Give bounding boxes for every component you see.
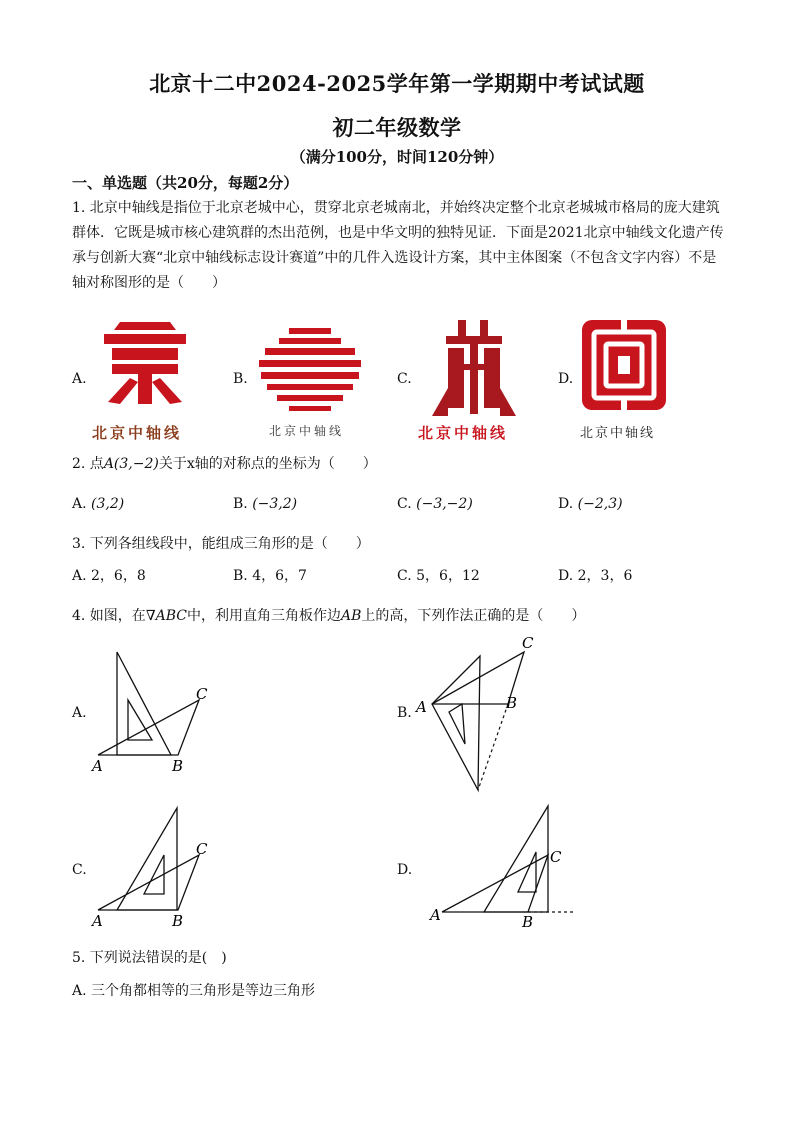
q1-option-c-logo	[418, 318, 533, 448]
section-heading: 一、单选题（共20分，每题2分）	[72, 174, 299, 192]
q4-option-b-letter: B.	[397, 705, 412, 721]
q1-option-a-logo	[90, 318, 200, 448]
q3-option-a: A. 2，6，8	[72, 568, 146, 584]
logo-c-caption: 北京中轴线	[418, 424, 509, 442]
q1-option-d-logo	[578, 318, 678, 448]
q4d-label-b: B	[522, 913, 534, 930]
q2-option-d: D. (−2,3)	[558, 496, 623, 512]
exam-subtitle: 初二年级数学	[332, 115, 462, 140]
q3-option-c: C. 5，6，12	[397, 568, 480, 584]
q4-option-a-letter: A.	[72, 705, 87, 721]
q5-option-a: A. 三个角都相等的三角形是等边三角形	[72, 983, 316, 999]
logo-a-caption: 北京中轴线	[92, 424, 183, 442]
logo-d-caption: 北京中轴线	[580, 426, 656, 441]
exam-note: （满分100分，时间120分钟）	[290, 148, 504, 166]
q4-side: AB	[340, 608, 362, 624]
q1-option-d-letter: D.	[558, 371, 574, 387]
q4-option-d-letter: D.	[397, 862, 413, 878]
q4b-label-a: A	[416, 698, 427, 716]
q4d-label-c: C	[550, 848, 562, 866]
q2-text-pre: 2. 点	[72, 456, 104, 472]
q4a-label-b: B	[172, 757, 184, 775]
logo-a-icon	[90, 318, 200, 418]
question-3-text: 3. 下列各组线段中，能组成三角形的是（ ）	[72, 536, 370, 552]
q2-text-post: 关于x轴的对称点的坐标为（ ）	[158, 456, 377, 472]
question-5-text: 5. 下列说法错误的是( )	[72, 950, 227, 966]
q4b-label-c: C	[522, 634, 534, 652]
q2-option-b: B. (−3,2)	[233, 496, 298, 512]
q4c-label-b: B	[172, 912, 184, 930]
q2-point: A(3,−2)	[103, 456, 159, 472]
question-1-text: 1. 北京中轴线是指位于北京老城中心，贯穿北京老城南北，并始终决定整个北京老城城市格局的庞大建筑群体．它既是城市核心建筑群的杰出范例，也是中华文明的独特见证．下面是2021北京中轴线文化遗产传承与创新大赛“北京中轴线标志设计赛道”中的几件入选设计方案，其中主体图案（不包含文字内容）不是轴对称图形的是（ ）	[72, 200, 724, 291]
q4b-label-b: B	[506, 694, 518, 712]
question-2-text	[72, 452, 724, 477]
q4-figure-b	[412, 632, 542, 797]
q2-option-a: A. (3,2)	[72, 496, 125, 512]
q1-option-a-letter: A.	[72, 371, 87, 387]
q4-option-c-letter: C.	[72, 862, 87, 878]
q3-option-b: B. 4，6，7	[233, 568, 307, 584]
logo-c-icon	[418, 318, 530, 418]
q4-figure-a	[88, 645, 218, 775]
q2-option-c: C. (−3,−2)	[397, 496, 473, 512]
q4c-label-c: C	[196, 840, 208, 858]
q4a-label-a: A	[92, 757, 103, 775]
q3-option-d: D. 2，3，6	[558, 568, 633, 584]
q1-option-b-letter: B.	[233, 371, 248, 387]
q1-option-b-logo	[255, 322, 365, 448]
q4d-label-a: A	[430, 906, 441, 924]
logo-b-caption: 北京中轴线	[269, 424, 345, 438]
logo-d-icon	[578, 318, 670, 414]
logo-b-icon	[255, 322, 365, 418]
q4a-label-c: C	[196, 685, 208, 703]
question-4-text: 4. 如图，在∇ABC中，利用直角三角板作边AB上的高，下列作法正确的是（ ）	[72, 608, 586, 624]
q1-option-c-letter: C.	[397, 371, 412, 387]
q4-triangle: ∇ABC	[145, 608, 187, 624]
q4-figure-c	[88, 800, 218, 930]
q4c-label-a: A	[92, 912, 103, 930]
q4-figure-d	[428, 800, 588, 930]
exam-title: 北京十二中2024-2025学年第一学期期中考试试题	[149, 71, 645, 96]
